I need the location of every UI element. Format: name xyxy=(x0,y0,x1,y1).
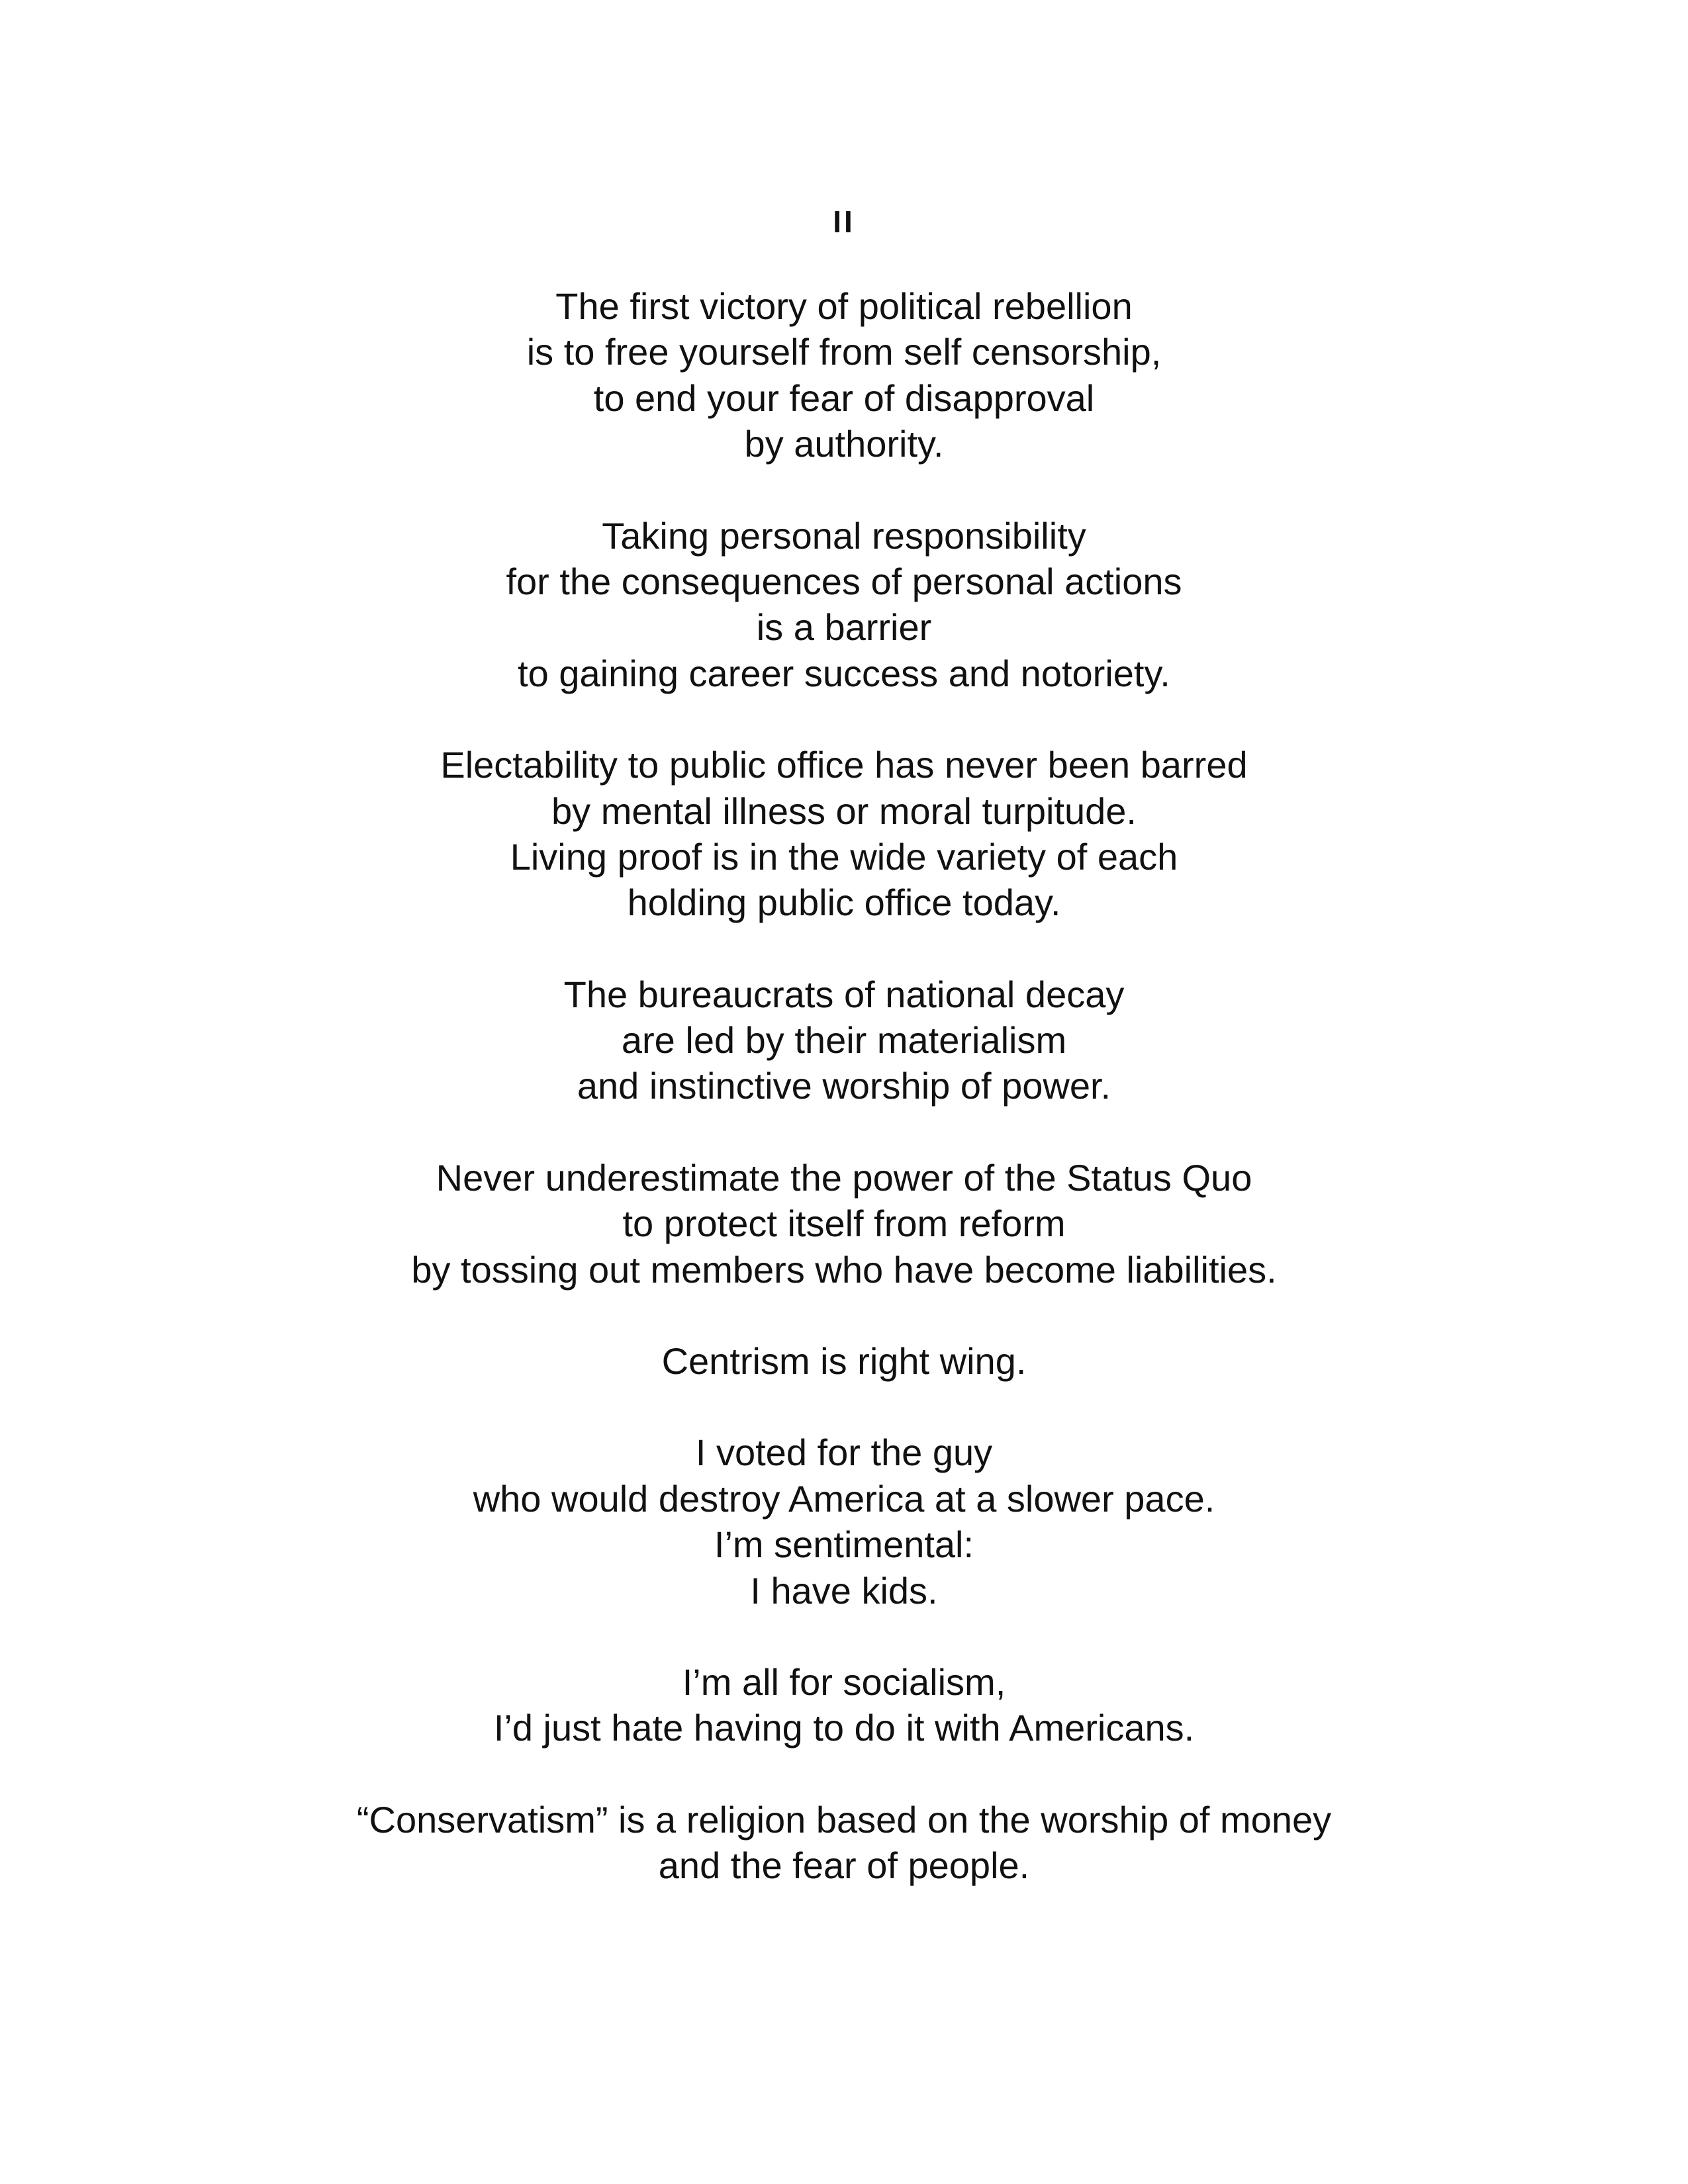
poem-line: holding public office today. xyxy=(627,882,1061,924)
poem-line: I’d just hate having to do it with Americans. xyxy=(493,1707,1195,1749)
stanza-4 xyxy=(0,972,1688,1109)
poem-line: The first victory of political rebellion xyxy=(555,285,1133,327)
poem-line: by mental illness or moral turpitude. xyxy=(551,790,1137,832)
poem-line: Never underestimate the power of the Status Quo xyxy=(436,1156,1252,1199)
stanza-8 xyxy=(0,1659,1688,1751)
stanza-9 xyxy=(0,1797,1688,1889)
stanza-6 xyxy=(0,1338,1688,1384)
poem-line: “Conservatism” is a religion based on the worship of money xyxy=(356,1798,1332,1841)
poem-line: I’m sentimental: xyxy=(714,1524,974,1566)
poem-line: I voted for the guy xyxy=(695,1432,993,1474)
poem-line: Living proof is in the wide variety of each xyxy=(510,835,1178,878)
stanza-2 xyxy=(0,513,1688,697)
stanza-1 xyxy=(0,283,1688,467)
poem-line: to gaining career success and notoriety. xyxy=(518,652,1170,694)
poem-line: is a barrier xyxy=(756,606,932,649)
poem-body xyxy=(0,283,1688,1934)
poem-line: by authority. xyxy=(744,423,944,465)
poem-line: and instinctive worship of power. xyxy=(577,1065,1111,1107)
poem-line: to end your fear of disapproval xyxy=(593,377,1095,419)
poem-line: by tossing out members who have become liabilities. xyxy=(411,1248,1277,1291)
poem-line: is to free yourself from self censorship, xyxy=(526,331,1162,373)
poem-line: The bureaucrats of national decay xyxy=(563,973,1125,1015)
poem-line: are led by their materialism xyxy=(621,1019,1067,1062)
poem-line: who would destroy America at a slower pace. xyxy=(473,1477,1215,1520)
poem-line: Electability to public office has never been barred xyxy=(440,744,1248,786)
stanza-7 xyxy=(0,1430,1688,1614)
poem-line: and the fear of people. xyxy=(658,1844,1030,1887)
poem-line: I have kids. xyxy=(750,1569,938,1612)
poem-line: Centrism is right wing. xyxy=(661,1340,1027,1383)
section-heading: II xyxy=(833,205,855,239)
stanza-5 xyxy=(0,1155,1688,1293)
poem-line: Taking personal responsibility xyxy=(602,514,1086,557)
poem-line: to protect itself from reform xyxy=(622,1203,1066,1245)
stanza-3 xyxy=(0,742,1688,926)
poem-line: I’m all for socialism, xyxy=(682,1661,1006,1703)
poem-line: for the consequences of personal actions xyxy=(506,560,1182,602)
